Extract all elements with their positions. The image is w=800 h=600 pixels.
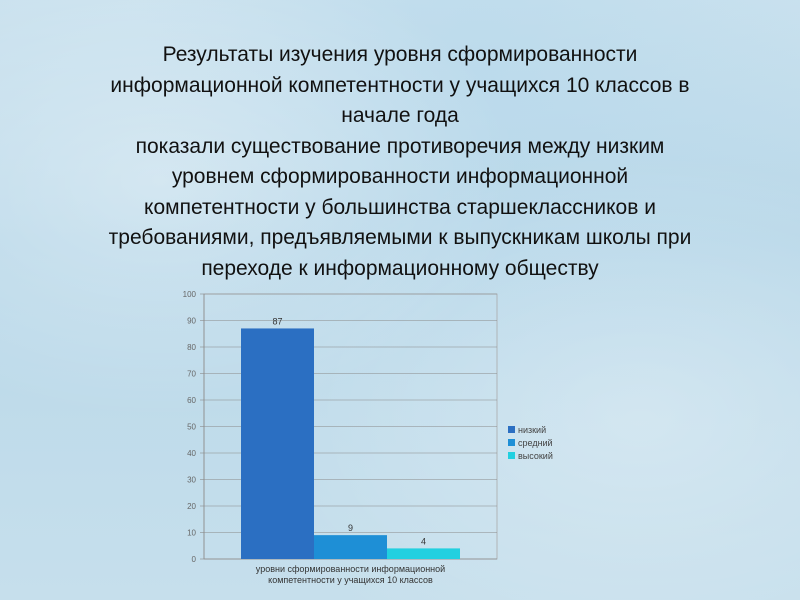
y-tick-label: 80 [187, 343, 196, 352]
y-tick-label: 0 [191, 555, 196, 564]
legend-swatch [508, 426, 515, 433]
x-category-label: уровни сформированности информационной [255, 564, 446, 574]
legend-swatch [508, 439, 515, 446]
y-tick-label: 100 [182, 290, 196, 299]
y-tick-label: 70 [187, 369, 196, 379]
bar-средний [314, 535, 387, 559]
data-label: 9 [347, 523, 354, 534]
legend-label: низкий [518, 425, 547, 435]
y-tick-label: 50 [187, 422, 196, 432]
bar-высокий [387, 548, 460, 559]
bar-низкий [241, 328, 314, 559]
y-tick-label: 40 [187, 449, 196, 458]
legend-label: высокий [518, 451, 553, 461]
y-tick-label: 60 [187, 396, 196, 405]
y-tick-label: 30 [187, 475, 196, 485]
y-tick-label: 10 [187, 528, 196, 538]
data-label: 4 [420, 536, 427, 547]
y-tick-label: 90 [187, 316, 196, 326]
data-label: 87 [272, 316, 283, 327]
legend-label: средний [518, 438, 553, 448]
y-tick-label: 20 [187, 502, 196, 511]
legend-swatch [508, 452, 515, 459]
x-category-label: компетентности у учащихся 10 классов [268, 575, 433, 585]
title-line-1: Результаты изучения уровня сформированности информационной компетентности у учащихся 10 классов в начале года [110, 43, 690, 127]
title-line-2: показали существование противоречия между низким уровнем сформированности информационной компетентности у большинства старшеклассников и требованиями, предъявляемыми к выпускникам школы при переходе к информационному обществу [108, 134, 692, 280]
